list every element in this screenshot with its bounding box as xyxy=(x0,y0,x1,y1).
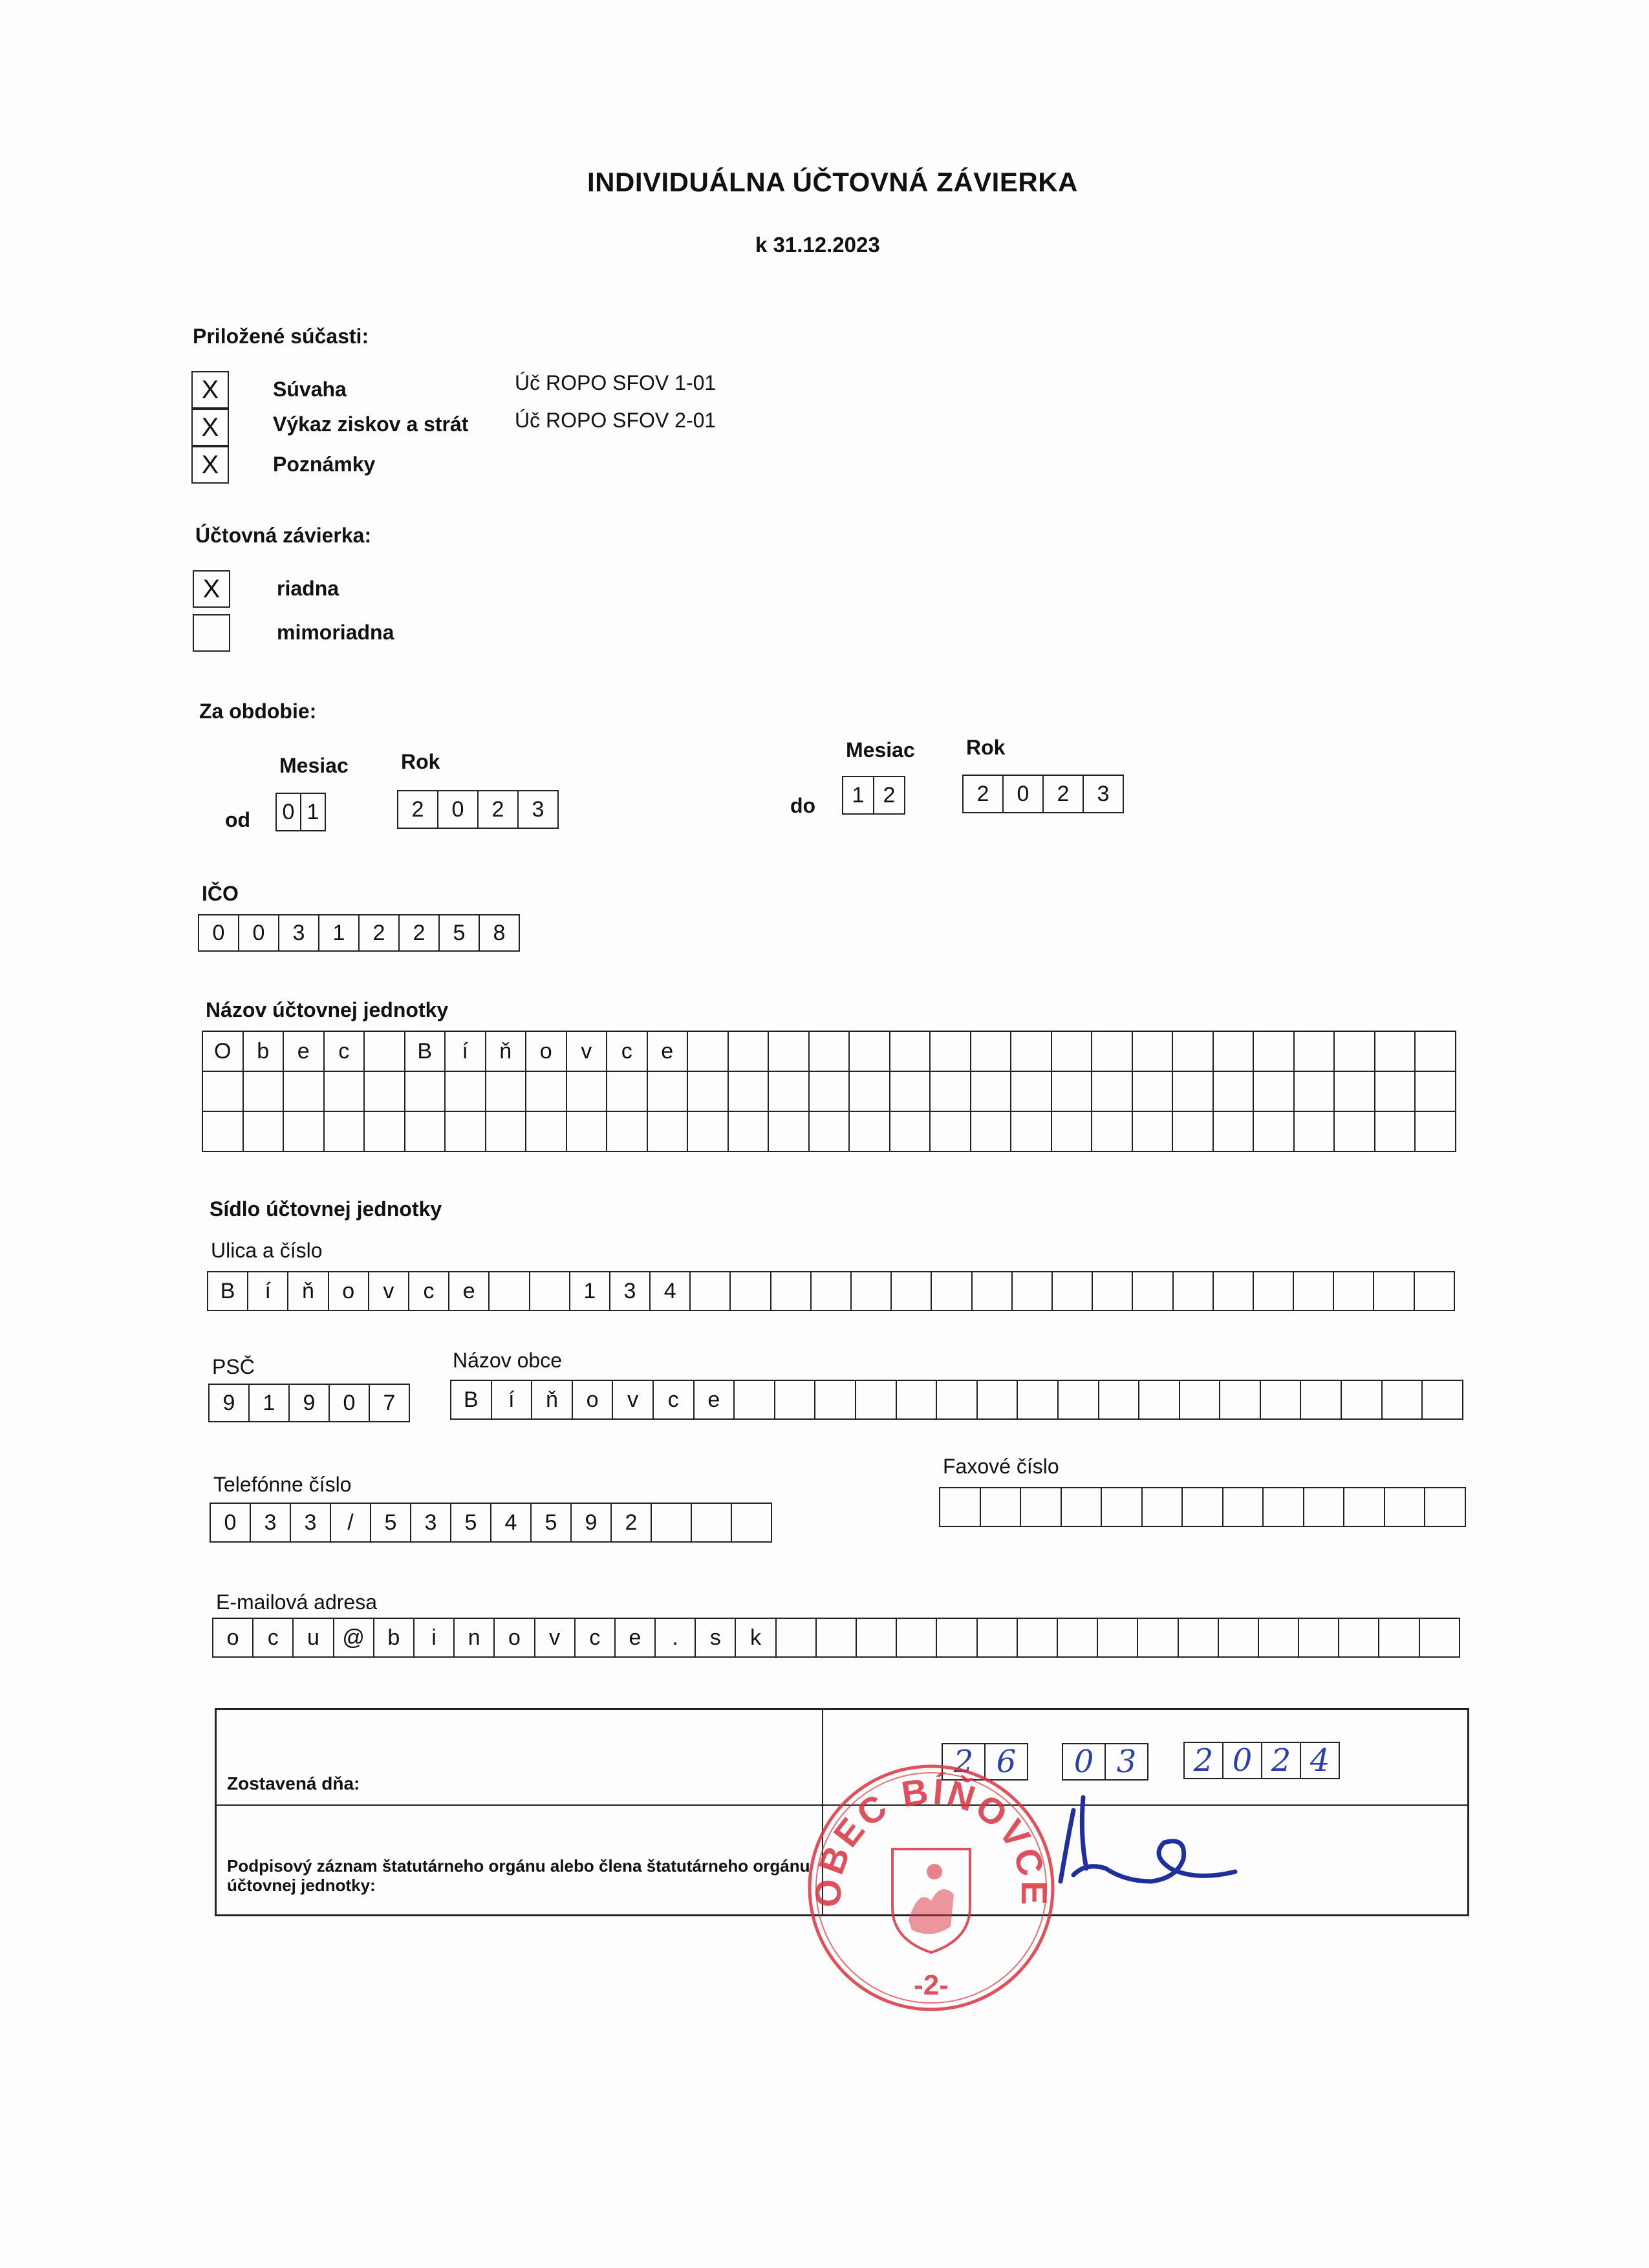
city-char: o xyxy=(573,1380,614,1420)
ico-digit: 8 xyxy=(480,914,520,952)
ico-grid[interactable] xyxy=(198,914,520,952)
to-month-digit: 2 xyxy=(874,776,905,815)
components-heading: Priložené súčasti: xyxy=(193,325,369,348)
stamp-number: -2- xyxy=(914,1969,949,2001)
from-year-digit: 2 xyxy=(479,790,519,829)
signature-label-line-2: účtovnej jednotky: xyxy=(227,1876,376,1895)
compiled-day-digit: 6 xyxy=(986,1743,1028,1781)
entity-name-char xyxy=(1052,1031,1093,1072)
phone-char: 2 xyxy=(612,1503,652,1543)
entity-name-char xyxy=(1295,1031,1335,1072)
phone-char: 3 xyxy=(411,1503,451,1543)
entity-name-char xyxy=(1335,1031,1375,1072)
to-year-digit: 0 xyxy=(1004,775,1044,813)
street-char: í xyxy=(248,1271,288,1311)
entity-name-char xyxy=(729,1031,770,1072)
period-heading: Za obdobie: xyxy=(199,700,317,723)
ico-digit: 5 xyxy=(440,914,480,952)
from-year-digit: 3 xyxy=(519,790,559,829)
email-char: o xyxy=(213,1618,253,1658)
entity-name-char xyxy=(1254,1031,1295,1072)
city-char: e xyxy=(695,1380,735,1420)
from-month-digit: 0 xyxy=(277,793,301,831)
email-char: c xyxy=(576,1618,616,1658)
closing-label-mimoriadna: mimoriadna xyxy=(277,621,394,644)
phone-char: 4 xyxy=(491,1503,532,1543)
phone-char: 5 xyxy=(532,1503,572,1543)
email-char: b xyxy=(374,1618,415,1658)
phone-char: 3 xyxy=(291,1503,331,1543)
email-char: v xyxy=(535,1618,576,1658)
entity-name-char xyxy=(1133,1031,1174,1072)
entity-name-char xyxy=(1214,1031,1255,1072)
entity-name-char: ň xyxy=(486,1031,527,1072)
checkbox-riadna[interactable]: X xyxy=(193,570,230,608)
component-label-suvaha: Súvaha xyxy=(273,378,347,401)
street-char: e xyxy=(449,1271,490,1311)
email-char: u xyxy=(294,1618,334,1658)
compiled-year-digit: 0 xyxy=(1223,1742,1262,1779)
street-char xyxy=(490,1271,530,1311)
entity-name-char xyxy=(971,1031,1012,1072)
city-char: ň xyxy=(532,1380,573,1420)
component-label-poznamky: Poznámky xyxy=(273,453,376,476)
city-char: c xyxy=(654,1380,695,1420)
closing-type-heading: Účtovná závierka: xyxy=(195,524,372,547)
checkbox-vykaz[interactable]: X xyxy=(191,409,229,446)
street-grid[interactable] xyxy=(207,1271,1455,1311)
psc-digit: 1 xyxy=(250,1384,290,1422)
stamp-text: OBEC BÍŇOVCE xyxy=(807,1770,1055,1908)
to-year-grid[interactable] xyxy=(962,775,1124,813)
email-char: c xyxy=(253,1618,294,1658)
psc-grid[interactable] xyxy=(208,1384,410,1422)
entity-name-row-1[interactable] xyxy=(202,1031,1456,1072)
street-label: Ulica a číslo xyxy=(211,1239,323,1262)
street-char: ň xyxy=(288,1271,329,1311)
compiled-year-grid[interactable] xyxy=(1183,1742,1340,1779)
compiled-month-grid[interactable] xyxy=(1062,1743,1148,1781)
street-char: 1 xyxy=(570,1271,610,1311)
fax-label: Faxové číslo xyxy=(943,1455,1059,1478)
street-char: 4 xyxy=(651,1271,691,1311)
phone-char: 0 xyxy=(211,1503,251,1543)
to-month-grid[interactable] xyxy=(842,776,905,815)
checkbox-suvaha[interactable]: X xyxy=(191,371,229,409)
entity-name-char: c xyxy=(325,1031,365,1072)
signature-record-label xyxy=(227,1856,810,1895)
email-char: @ xyxy=(334,1618,374,1658)
entity-name-char xyxy=(1416,1031,1456,1072)
entity-name-char: B xyxy=(405,1031,446,1072)
entity-name-char xyxy=(365,1031,405,1072)
page-title: INDIVIDUÁLNA ÚČTOVNÁ ZÁVIERKA xyxy=(587,167,1078,197)
entity-name-char xyxy=(769,1031,810,1072)
to-label: do xyxy=(790,794,816,817)
compiled-month-digit: 3 xyxy=(1106,1743,1148,1781)
phone-char: 5 xyxy=(451,1503,491,1543)
phone-label: Telefónne číslo xyxy=(213,1473,352,1496)
entity-name-char: O xyxy=(203,1031,244,1072)
phone-char: 5 xyxy=(371,1503,411,1543)
entity-name-char: v xyxy=(567,1031,608,1072)
entity-name-char xyxy=(850,1031,890,1072)
email-char: k xyxy=(736,1618,776,1658)
entity-name-char: c xyxy=(607,1031,648,1072)
phone-char: 9 xyxy=(572,1503,612,1543)
street-char: B xyxy=(208,1271,248,1311)
street-char: v xyxy=(369,1271,409,1311)
ico-digit: 0 xyxy=(239,914,279,952)
from-year-grid[interactable] xyxy=(397,790,559,829)
closing-label-riadna: riadna xyxy=(277,577,339,600)
to-year-digit: 2 xyxy=(964,775,1004,813)
entity-name-row-3[interactable] xyxy=(202,1111,1456,1152)
entity-name-row-2[interactable] xyxy=(202,1071,1456,1112)
coat-of-arms-icon xyxy=(892,1849,970,1952)
from-month-label: Mesiac xyxy=(279,754,349,777)
entity-name-char xyxy=(1011,1031,1052,1072)
entity-name-char xyxy=(688,1031,729,1072)
street-char: o xyxy=(329,1271,369,1311)
entity-name-char xyxy=(931,1031,971,1072)
compiled-month-digit: 0 xyxy=(1063,1743,1106,1781)
from-label: od xyxy=(225,808,251,831)
phone-grid[interactable] xyxy=(210,1503,772,1543)
entity-name-char xyxy=(1375,1031,1416,1072)
email-char: o xyxy=(495,1618,535,1658)
report-date: k 31.12.2023 xyxy=(755,233,880,257)
email-char: s xyxy=(696,1618,736,1658)
to-year-digit: 2 xyxy=(1044,775,1084,813)
email-label: E-mailová adresa xyxy=(216,1590,377,1614)
compiled-year-digit: 2 xyxy=(1262,1742,1301,1779)
psc-digit: 0 xyxy=(330,1384,370,1422)
entity-name-char xyxy=(890,1031,931,1072)
street-char xyxy=(530,1271,570,1311)
entity-name-char xyxy=(1173,1031,1214,1072)
component-label-vykaz: Výkaz ziskov a strát xyxy=(273,412,469,436)
to-month-digit: 1 xyxy=(843,776,874,815)
handwritten-signature xyxy=(1048,1784,1255,1914)
compiled-day-digit: 2 xyxy=(943,1743,986,1781)
city-grid[interactable] xyxy=(450,1380,1463,1420)
component-code-vykaz: Úč ROPO SFOV 2-01 xyxy=(515,409,717,432)
to-year-label: Rok xyxy=(966,736,1006,759)
checkbox-mimoriadna[interactable] xyxy=(193,614,230,652)
city-char: v xyxy=(613,1380,654,1420)
to-year-digit: 3 xyxy=(1084,775,1124,813)
municipal-stamp xyxy=(795,1746,1067,2017)
entity-name-char xyxy=(810,1031,850,1072)
psc-digit: 9 xyxy=(210,1384,250,1422)
entity-name-char: í xyxy=(446,1031,486,1072)
from-month-grid[interactable] xyxy=(275,793,326,831)
fax-grid[interactable] xyxy=(939,1487,1466,1527)
entity-name-char: o xyxy=(526,1031,567,1072)
ico-label: IČO xyxy=(202,882,239,905)
ico-digit: 0 xyxy=(199,914,239,952)
from-year-label: Rok xyxy=(401,750,440,773)
from-year-digit: 2 xyxy=(398,790,438,829)
ico-digit: 2 xyxy=(400,914,440,952)
email-grid[interactable] xyxy=(212,1618,1460,1658)
entity-name-char: b xyxy=(244,1031,285,1072)
from-year-digit: 0 xyxy=(438,790,479,829)
entity-name-label: Názov účtovnej jednotky xyxy=(206,998,449,1022)
compiled-year-digit: 4 xyxy=(1301,1742,1340,1779)
ico-digit: 1 xyxy=(319,914,360,952)
from-month-digit: 1 xyxy=(301,793,326,831)
city-label: Názov obce xyxy=(453,1349,562,1372)
city-char: B xyxy=(451,1380,492,1420)
ico-digit: 2 xyxy=(360,914,400,952)
address-heading: Sídlo účtovnej jednotky xyxy=(210,1197,442,1221)
ico-digit: 3 xyxy=(279,914,319,952)
email-char: i xyxy=(415,1618,455,1658)
compiled-date-label: Zostavená dňa: xyxy=(227,1773,360,1793)
signature-label-line-1: Podpisový záznam štatutárneho orgánu alebo člena štatutárneho orgánu xyxy=(227,1856,810,1876)
psc-digit: 9 xyxy=(290,1384,330,1422)
psc-label: PSČ xyxy=(212,1355,255,1378)
email-char: . xyxy=(656,1618,696,1658)
entity-name-char: e xyxy=(648,1031,689,1072)
street-char: 3 xyxy=(610,1271,651,1311)
email-char: e xyxy=(616,1618,656,1658)
phone-char: / xyxy=(331,1503,371,1543)
city-char: í xyxy=(492,1380,533,1420)
compiled-year-digit: 2 xyxy=(1185,1742,1223,1779)
email-char: n xyxy=(455,1618,495,1658)
entity-name-char xyxy=(1092,1031,1133,1072)
to-month-label: Mesiac xyxy=(846,738,915,762)
component-code-suvaha: Úč ROPO SFOV 1-01 xyxy=(515,371,717,394)
phone-char: 3 xyxy=(251,1503,291,1543)
street-char: c xyxy=(409,1271,449,1311)
entity-name-char: e xyxy=(284,1031,325,1072)
psc-digit: 7 xyxy=(370,1384,410,1422)
checkbox-poznamky[interactable]: X xyxy=(191,446,229,484)
